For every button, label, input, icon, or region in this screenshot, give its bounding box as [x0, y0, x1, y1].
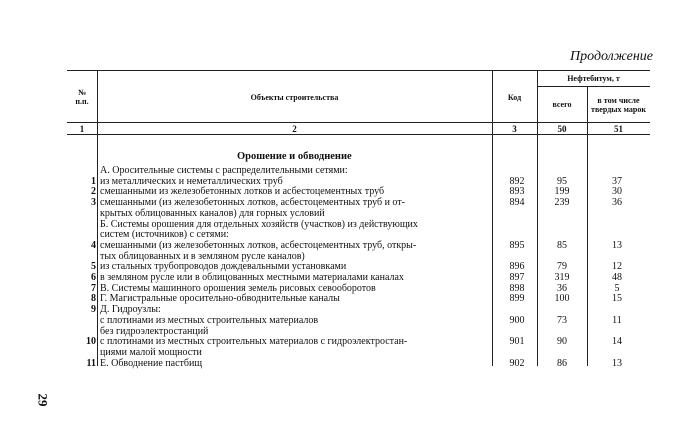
header-bottom-rule: [67, 122, 650, 123]
code-cell: 901: [509, 336, 525, 348]
table-row: [67, 208, 650, 219]
colnum-bottom-rule: [67, 134, 650, 135]
row-number: 1: [91, 175, 96, 187]
total-cell: 73: [557, 314, 567, 326]
group-header-rule: [537, 86, 650, 87]
table-row: [67, 315, 650, 326]
row-number: 6: [91, 272, 96, 283]
object-text: смешанными (из железобетонных лотков, асбестоцементных труб, откры-: [100, 239, 417, 251]
total-cell: 95: [557, 175, 567, 187]
total-cell: 90: [557, 336, 567, 348]
solid-cell: 37: [612, 175, 622, 187]
total-cell: 86: [557, 357, 567, 369]
code-cell: 894: [509, 197, 525, 209]
colnum-5: 51: [614, 124, 623, 134]
code-cell: 897: [509, 272, 525, 283]
table-row: [67, 326, 650, 337]
data-table: [67, 70, 650, 370]
page-number: 29: [35, 393, 51, 407]
section-title: Орошение и обводнение: [237, 151, 352, 162]
object-text: Г. Магистральные оросительно-обводнительные каналы: [100, 293, 340, 305]
solid-cell: 36: [612, 197, 622, 209]
total-cell: 199: [554, 186, 570, 198]
solid-cell: 30: [612, 186, 622, 198]
table-top-rule: [67, 70, 650, 71]
solid-cell: 13: [612, 239, 622, 251]
solid-cell: 11: [612, 314, 622, 326]
table-row: [67, 272, 650, 283]
row-number: 7: [91, 282, 96, 294]
table-row: [67, 197, 650, 208]
header-total: всего: [552, 100, 572, 109]
object-text: с плотинами из местных строительных материалов с гидроэлектростан-: [100, 336, 408, 348]
code-cell: 893: [509, 186, 525, 198]
object-text: из металлических и неметаллических труб: [100, 175, 283, 187]
object-text: с плотинами из местных строительных материалов: [100, 314, 319, 326]
table-row: [67, 219, 650, 230]
solid-cell: 13: [612, 357, 622, 369]
code-cell: 902: [509, 357, 525, 369]
solid-cell: 14: [612, 336, 622, 348]
code-cell: 895: [509, 239, 525, 251]
code-cell: 899: [509, 293, 525, 305]
code-cell: 896: [509, 261, 525, 273]
row-number: 11: [86, 357, 96, 369]
table-row: [67, 358, 650, 369]
table-row: [67, 229, 650, 240]
object-text: тых облицованных и в земляном русле каналов): [100, 250, 305, 262]
table-row: [67, 176, 650, 187]
code-cell: 898: [509, 282, 525, 294]
object-text: из стальных трубопроводов дождевальными установками: [100, 261, 347, 273]
object-text: систем (источников) с сетями:: [100, 229, 229, 241]
solid-cell: 12: [612, 261, 622, 273]
code-cell: 892: [509, 175, 525, 187]
header-num: № п.п.: [75, 88, 89, 106]
object-text: смешанными (из железобетонных лотков, асбестоцементных труб и от-: [100, 197, 405, 209]
table-row: [67, 165, 650, 176]
total-cell: 319: [554, 272, 570, 283]
solid-cell: 48: [612, 272, 622, 283]
row-number: 8: [91, 293, 96, 305]
object-text: А. Оросительные системы с распределительными сетями:: [100, 165, 348, 176]
object-text: Е. Обводнение пастбищ: [100, 357, 203, 369]
code-cell: 900: [509, 314, 525, 326]
row-number: 3: [91, 197, 96, 209]
row-number: 4: [91, 239, 96, 251]
total-cell: 239: [554, 197, 570, 209]
continuation-label: Продолжение: [570, 49, 653, 64]
solid-cell: 15: [612, 293, 622, 305]
table-row: [67, 293, 650, 304]
header-group: Нефтебитум, т: [567, 74, 620, 83]
total-cell: 85: [557, 239, 567, 251]
object-text: В. Системы машинного орошения земель рисовых севооборотов: [100, 282, 376, 294]
object-text: Д. Гидроузлы:: [100, 304, 161, 316]
object-text: крытых облицованных каналов) для горных условий: [100, 207, 325, 219]
row-number: 9: [91, 304, 96, 316]
table-row: [67, 347, 650, 358]
table-row: [67, 186, 650, 197]
object-text: без гидроэлектростанций: [100, 325, 209, 337]
total-cell: 79: [557, 261, 567, 273]
colnum-1: 1: [79, 124, 85, 134]
colnum-2: 2: [292, 124, 297, 134]
total-cell: 100: [554, 293, 570, 305]
header-solid: в том числе твердых марок: [591, 96, 646, 114]
table-row: [67, 240, 650, 251]
object-text: смешанными из железобетонных лотков и асбестоцементных труб: [100, 186, 385, 198]
header-objects: Объекты строительства: [250, 93, 339, 102]
table-row: [67, 251, 650, 262]
object-text: циями малой мощности: [100, 346, 202, 358]
object-text: Б. Системы орошения для отдельных хозяйств (участков) из действующих: [100, 218, 418, 230]
colnum-4: 50: [557, 124, 567, 134]
colnum-3: 3: [512, 124, 517, 134]
table-row: [67, 336, 650, 347]
solid-cell: 5: [614, 282, 620, 294]
table-row: [67, 261, 650, 272]
total-cell: 36: [557, 282, 567, 294]
row-number: 10: [86, 336, 96, 348]
table-row: [67, 304, 650, 315]
row-number: 2: [91, 186, 96, 198]
object-text: в земляном русле или в облицованных местными материалами каналах: [100, 272, 404, 283]
header-code: Код: [507, 93, 522, 102]
row-number: 5: [91, 261, 96, 273]
table-row: [67, 283, 650, 294]
